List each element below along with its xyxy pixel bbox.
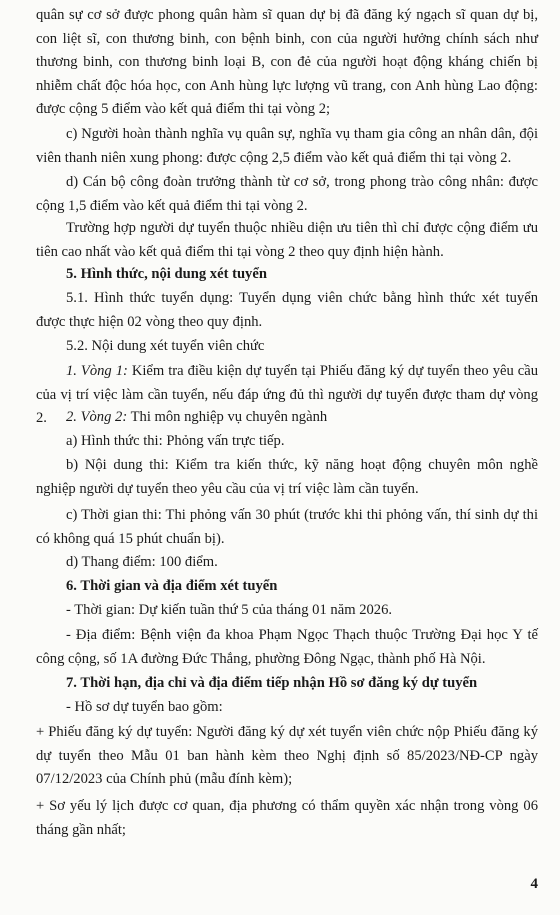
paragraph-location: - Địa điểm: Bệnh viện đa khoa Phạm Ngọc Thạch thuộc Trường Đại học Y tế công cộng, số 1A đường Đức Thắng, phường Đông Ngạc, thành phố Hà Nội.: [36, 627, 538, 667]
page-number: 4: [530, 876, 538, 892]
heading-section-6: 6. Thời gian và địa điểm xét tuyển: [66, 578, 278, 594]
round-2-label: 2. Vòng 2:: [66, 409, 128, 425]
heading-section-5: 5. Hình thức, nội dung xét tuyển: [66, 266, 267, 282]
round-1-label: 1. Vòng 1:: [66, 363, 128, 379]
paragraph-priority-d: d) Cán bộ công đoàn trưởng thành từ cơ sở, trong phong trào công nhân: được cộng 1,5 điểm vào kết quả điểm thi tại vòng 2.: [36, 174, 538, 214]
paragraph-registration-form: + Phiếu đăng ký dự tuyển: Người đăng ký dự xét tuyển viên chức nộp Phiếu đăng ký dự tuyển theo Mẫu 01 ban hành kèm theo Nghị định số 85/2023/NĐ-CP ngày 07/12/2023 của Chính phủ (mẫu đính kèm);: [36, 724, 538, 787]
paragraph-cv: + Sơ yếu lý lịch được cơ quan, địa phương có thẩm quyền xác nhận trong vòng 06 tháng gần nhất;: [36, 798, 538, 838]
round-2-text: Thi môn nghiệp vụ chuyên ngành: [127, 409, 328, 425]
paragraph-score-scale: d) Thang điểm: 100 điểm.: [66, 554, 218, 570]
paragraph-5-2: 5.2. Nội dung xét tuyển viên chức: [66, 338, 265, 354]
paragraph-exam-form: a) Hình thức thi: Phỏng vấn trực tiếp.: [66, 433, 285, 449]
paragraph-priority-c: c) Người hoàn thành nghĩa vụ quân sự, nghĩa vụ tham gia công an nhân dân, đội viên thanh niên xung phong: được cộng 2,5 điểm vào kết quả điểm thi tại vòng 2.: [36, 126, 538, 166]
paragraph-priority-b-continued: quân sự cơ sở được phong quân hàm sĩ quan dự bị đã đăng ký ngạch sĩ quan dự bị, con liệt sĩ, con thương binh, con bệnh binh, con của người hưởng chính sách như thương binh, con thương binh loại B, con đẻ của người hoạt động kháng chiến bị nhiễm chất độc hóa học, con Anh hùng lực lượng vũ trang, con Anh hùng Lao động: được cộng 5 điểm vào kết quả điểm thi tại vòng 2;: [36, 7, 538, 117]
paragraph-time: - Thời gian: Dự kiến tuần thứ 5 của tháng 01 năm 2026.: [66, 602, 393, 618]
paragraph-5-1: 5.1. Hình thức tuyển dụng: Tuyển dụng viên chức bằng hình thức xét tuyển được thực hiện 02 vòng theo quy định.: [36, 290, 538, 330]
heading-section-7: 7. Thời hạn, địa chỉ và địa điểm tiếp nhận Hồ sơ đăng ký dự tuyển: [66, 675, 478, 691]
paragraph-exam-time: c) Thời gian thi: Thi phỏng vấn 30 phút (trước khi thi phỏng vấn, thí sinh dự thi có không quá 15 phút chuẩn bị).: [36, 507, 538, 547]
paragraph-exam-content: b) Nội dung thi: Kiểm tra kiến thức, kỹ năng hoạt động chuyên môn nghề nghiệp người dự tuyển theo yêu cầu của vị trí việc làm cần tuyển.: [36, 457, 538, 497]
paragraph-round-2: [36, 406, 538, 430]
round-1-text: Kiểm tra điều kiện dự tuyển tại Phiếu đăng ký dự tuyển theo yêu cầu của vị trí việc làm cần tuyển, nếu đáp ứng đủ thì người dự tuyển được tham dự vòng 2.: [36, 363, 538, 426]
paragraph-multiple-priority: Trường hợp người dự tuyển thuộc nhiều diện ưu tiên thì chỉ được cộng điểm ưu tiên cao nhất vào kết quả điểm thi tại vòng 2 theo quy định hiện hành.: [36, 220, 538, 260]
paragraph-dossier-intro: - Hồ sơ dự tuyển bao gồm:: [66, 699, 223, 715]
